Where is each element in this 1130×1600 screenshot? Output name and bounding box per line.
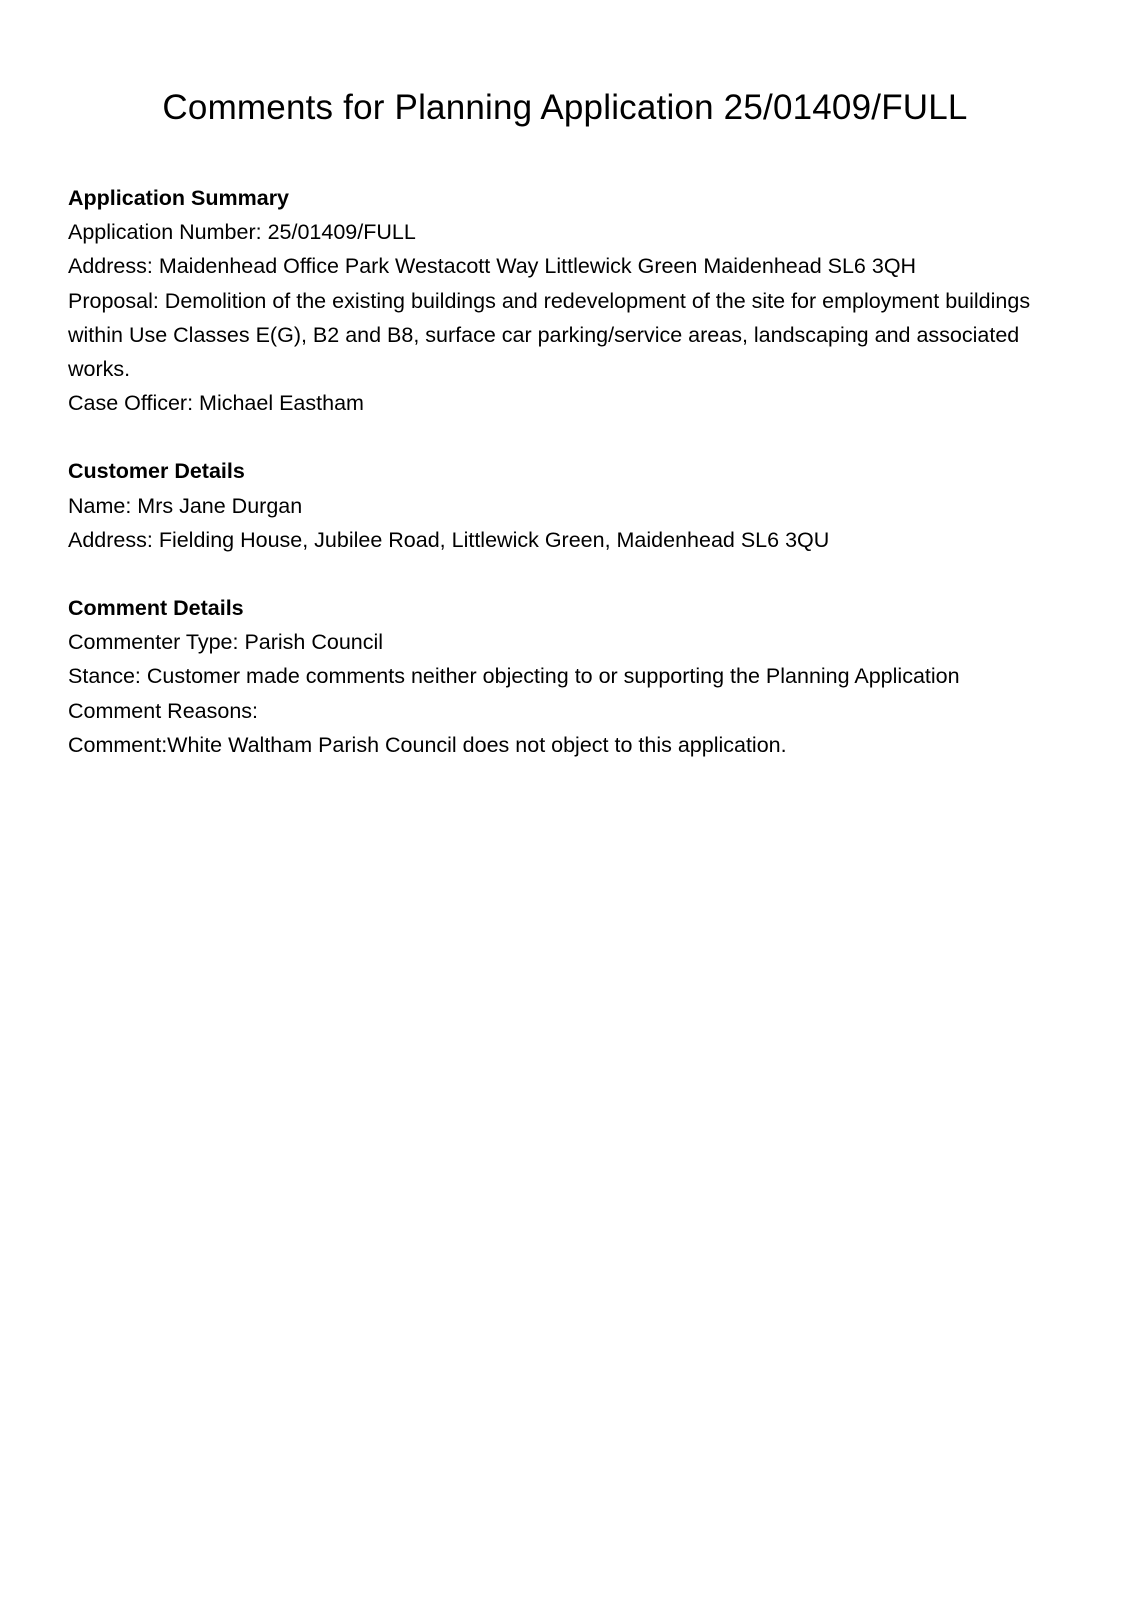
- application-summary-section: [68, 181, 1068, 420]
- application-number: Application Number: 25/01409/FULL: [68, 220, 416, 245]
- comment-details-section: [68, 591, 1068, 762]
- comment-stance: Stance: Customer made comments neither objecting to or supporting the Planning Application: [68, 664, 960, 689]
- customer-name: Name: Mrs Jane Durgan: [68, 493, 303, 518]
- comment-reasons: Comment Reasons:: [68, 698, 258, 723]
- comment-details-heading: Comment Details: [68, 596, 244, 621]
- commenter-type: Commenter Type: Parish Council: [68, 630, 384, 655]
- case-officer: Case Officer: Michael Eastham: [68, 391, 364, 416]
- customer-address: Address: Fielding House, Jubilee Road, Littlewick Green, Maidenhead SL6 3QU: [68, 527, 830, 552]
- application-proposal: Proposal: Demolition of the existing buildings and redevelopment of the site for employment buildings within Use Classes E(G), B2 and B8, surface car parking/service areas, landscaping and associated works.: [68, 288, 1031, 382]
- page-title: Comments for Planning Application 25/01409/FULL: [162, 88, 968, 127]
- document-body: [68, 181, 1068, 762]
- application-address: Address: Maidenhead Office Park Westacott Way Littlewick Green Maidenhead SL6 3QH: [68, 254, 917, 279]
- application-summary-heading: Application Summary: [68, 186, 290, 210]
- customer-details-section: [68, 454, 1068, 557]
- comment-text: Comment:White Waltham Parish Council does not object to this application.: [68, 732, 787, 757]
- customer-details-heading: Customer Details: [68, 459, 245, 484]
